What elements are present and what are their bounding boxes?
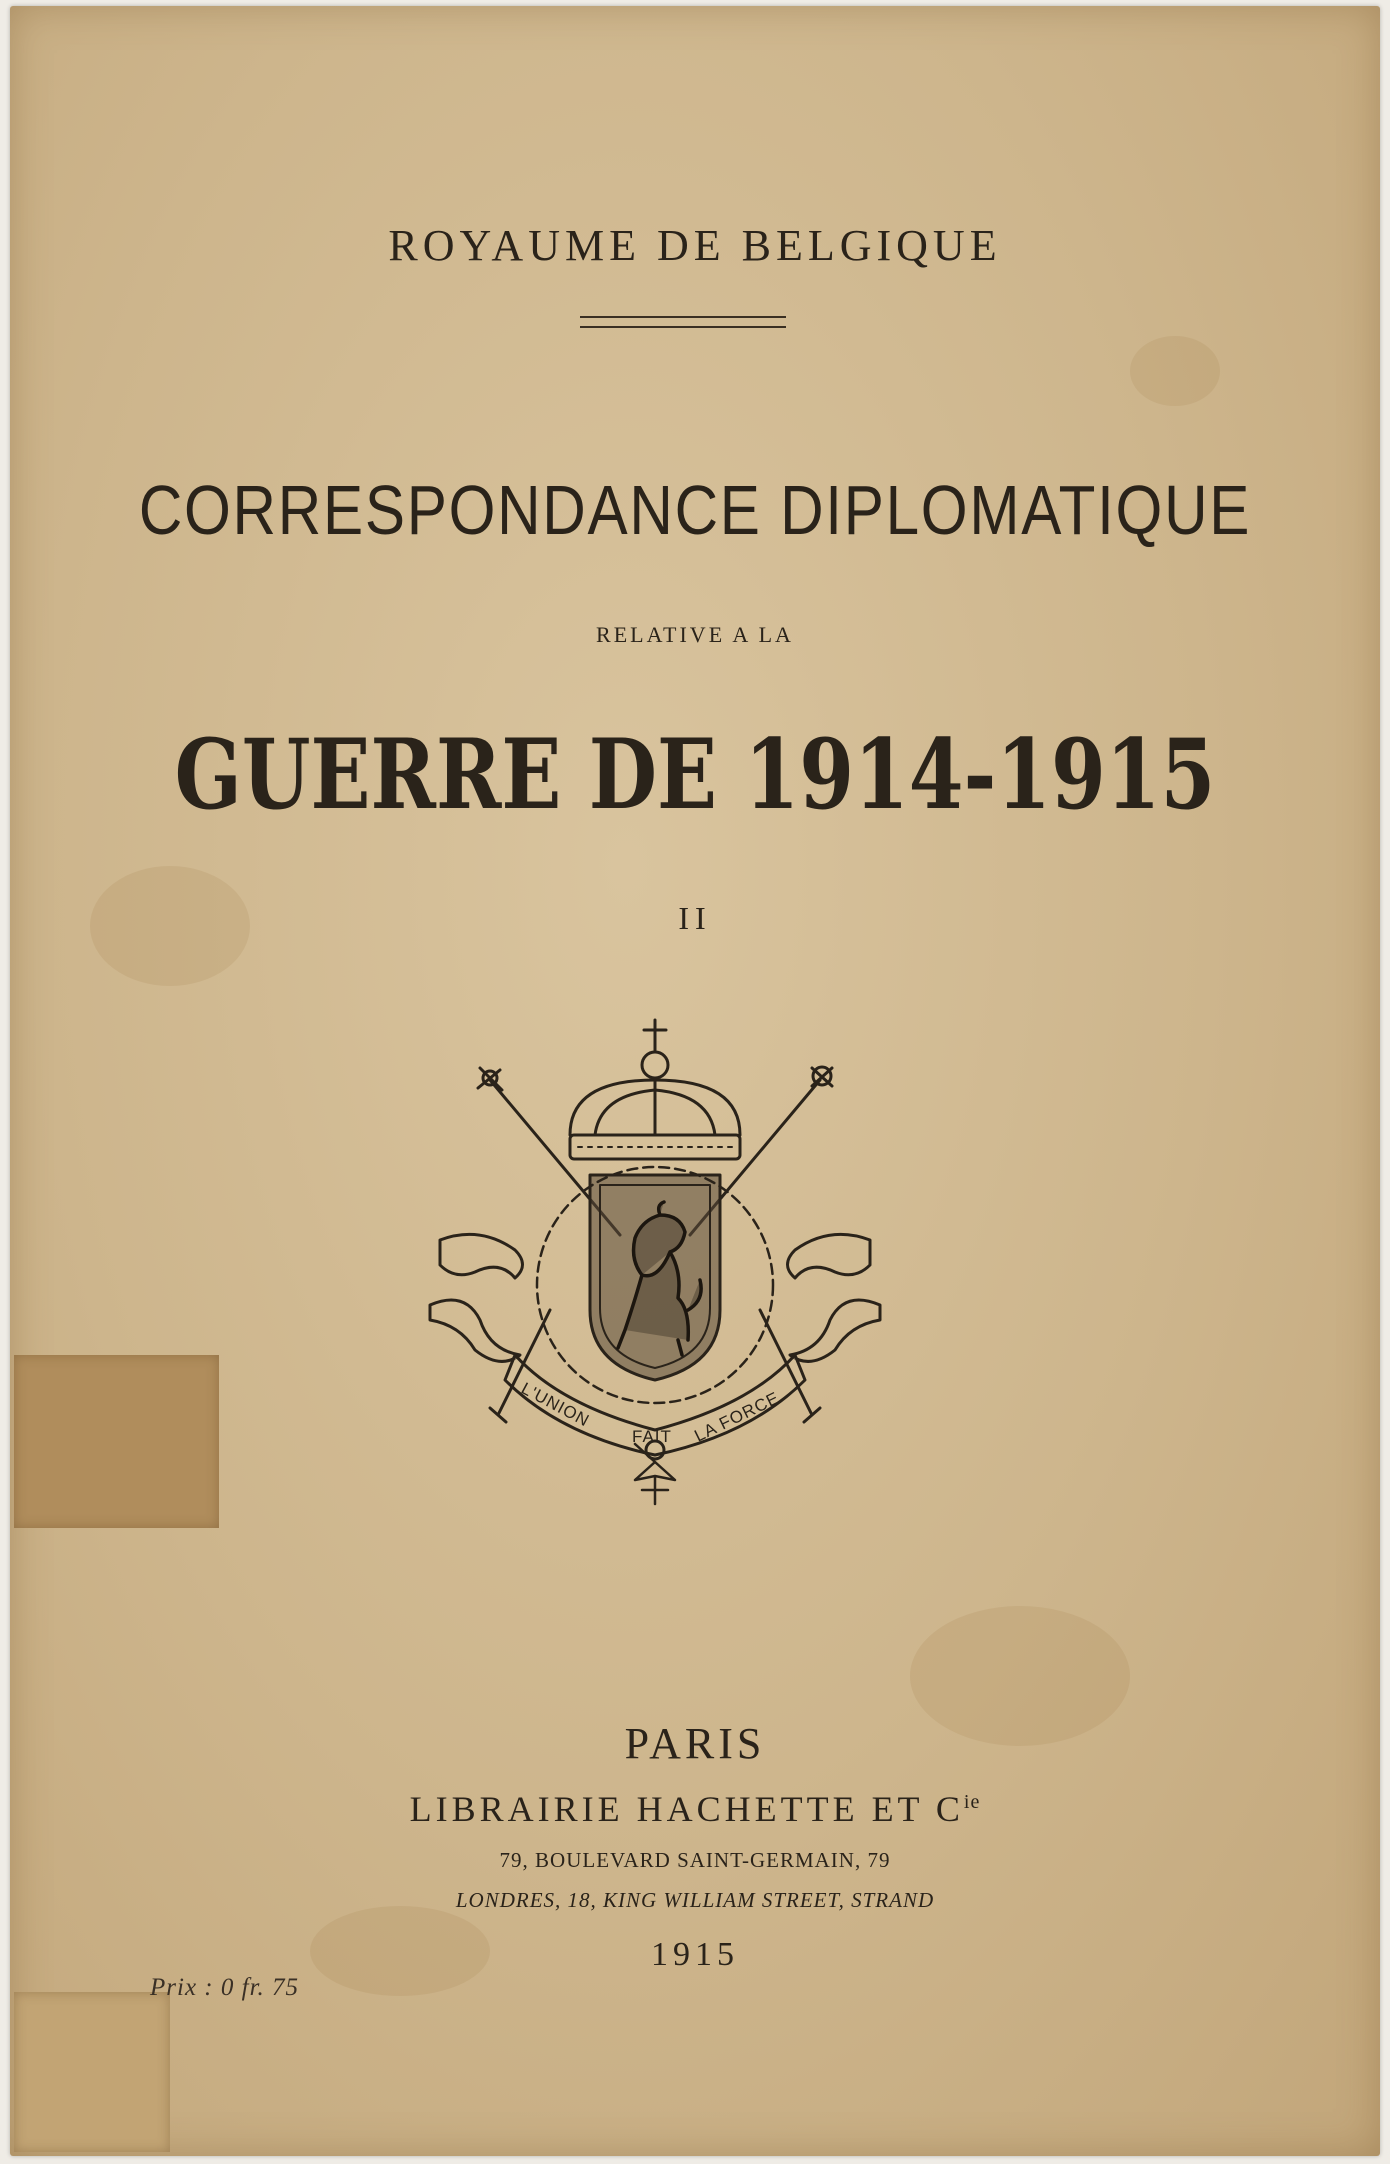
library-label: [14, 1355, 219, 1528]
price-label: Prix : 0 fr. 75: [150, 1974, 300, 2001]
publisher-address: 79, BOULEVARD SAINT-GERMAIN, 79: [499, 1848, 891, 1872]
belgian-coat-of-arms-icon: [420, 1010, 890, 1510]
publication-year: 1915: [651, 1936, 739, 1973]
publisher-text: LIBRAIRIE HACHETTE ET C: [409, 1789, 964, 1829]
motto-left: L'UNION: [518, 1378, 593, 1431]
main-title: CORRESPONDANCE DIPLOMATIQUE: [138, 471, 1252, 549]
kingdom-heading: ROYAUME DE BELGIQUE: [388, 221, 1002, 270]
publisher-name: [0, 1788, 1390, 1830]
double-rule: [580, 316, 786, 328]
london-address: LONDRES, 18, KING WILLIAM STREET, STRAND: [455, 1888, 935, 1912]
paper-stain: [1130, 336, 1220, 406]
motto-right: LA FORCE: [691, 1388, 783, 1446]
city-name: PARIS: [624, 1719, 766, 1768]
library-label-lower: [14, 1992, 170, 2152]
relative-line: RELATIVE A LA: [596, 622, 794, 647]
publisher-suffix: ie: [963, 1791, 981, 1813]
motto-middle: FAIT: [632, 1427, 672, 1446]
volume-number: II: [678, 900, 712, 936]
war-title: GUERRE DE 1914-1915: [174, 718, 1216, 831]
